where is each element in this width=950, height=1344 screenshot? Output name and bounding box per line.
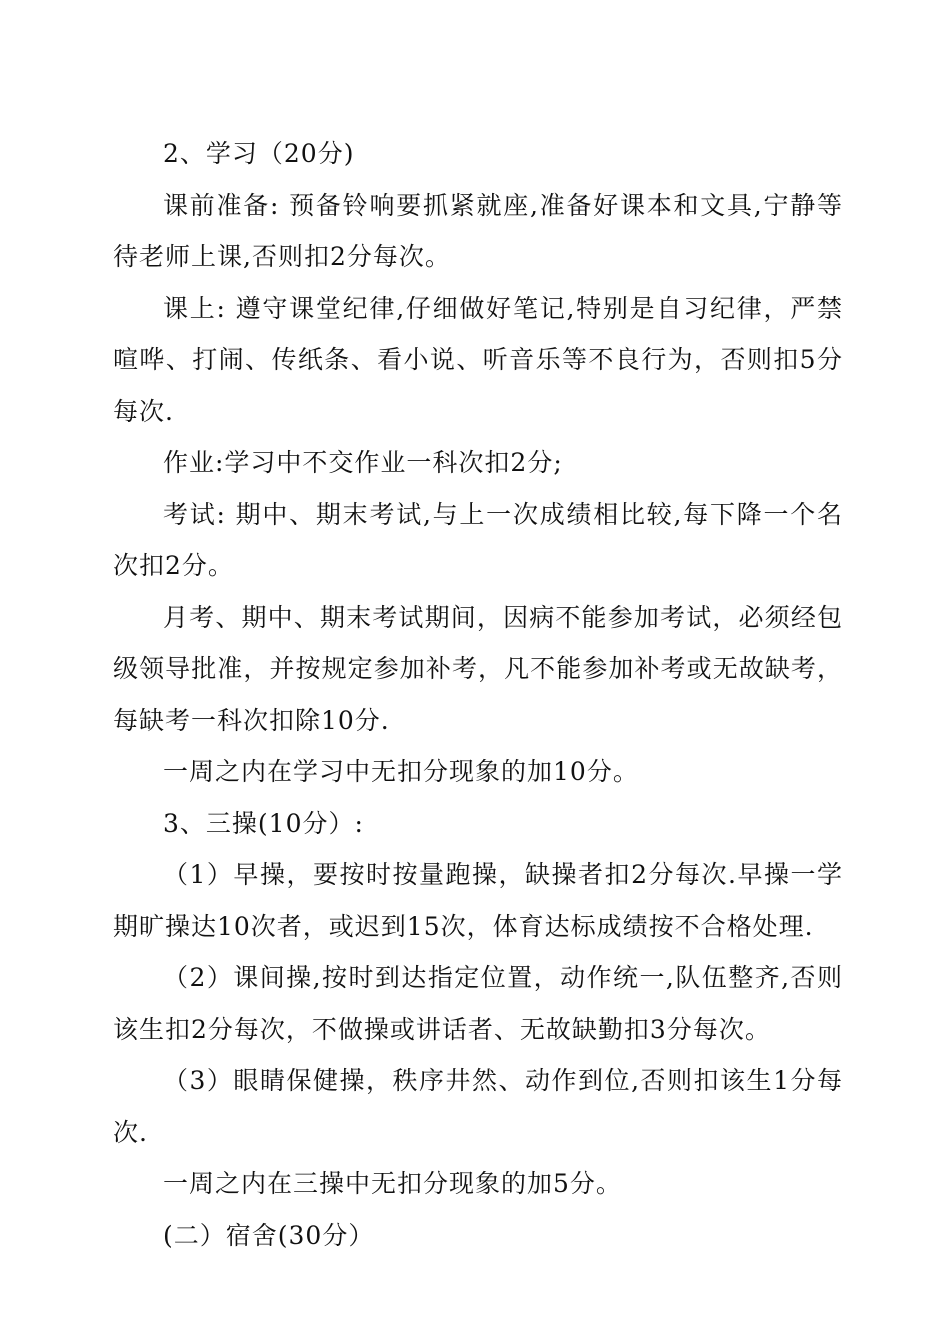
- paragraph-homework: 作业:学习中不交作业一科次扣2分;: [163, 448, 563, 477]
- paragraph-preclass-preparation: 课前准备: 预备铃响要抓紧就座,准备好课本和文具,宁静等待老师上课,否则扣2分每次。: [113, 190, 843, 271]
- paragraph-morning-exercise: （1）早操，要按时按量跑操，缺操者扣2分每次.早操一学期旷操达10次者，或迟到15次，体育达标成绩按不合格处理.: [113, 860, 843, 941]
- section-heading-three-exercises: 3、三操(10分）:: [163, 808, 364, 838]
- paragraph-exam-absence: 月考、期中、期末考试期间，因病不能参加考试，必须经包级领导批准，并按规定参加补考，凡不能参加补考或无故缺考，每缺考一科次扣除10分.: [113, 602, 843, 735]
- document-page: [113, 128, 843, 1261]
- paragraph-exercise-bonus: 一周之内在三操中无扣分现象的加5分。: [163, 1169, 622, 1198]
- section-heading-dormitory: (二）宿舍(30分）: [163, 1220, 375, 1250]
- paragraph-study-bonus: 一周之内在学习中无扣分现象的加10分。: [163, 757, 639, 786]
- paragraph-break-exercise: （2）课间操,按时到达指定位置，动作统一,队伍整齐,否则该生扣2分每次，不做操或讲话者、无故缺勤扣3分每次。: [113, 963, 843, 1044]
- paragraph-in-class: 课上: 遵守课堂纪律,仔细做好笔记,特别是自习纪律，严禁喧哗、打闹、传纸条、看小说、听音乐等不良行为，否则扣5分每次.: [113, 293, 843, 426]
- paragraph-exams: 考试: 期中、期末考试,与上一次成绩相比较,每下降一个名次扣2分。: [113, 499, 843, 580]
- section-heading-study: 2、学习（20分): [163, 139, 355, 168]
- paragraph-eye-exercise: （3）眼睛保健操，秩序井然、动作到位,否则扣该生1分每次.: [113, 1066, 843, 1147]
